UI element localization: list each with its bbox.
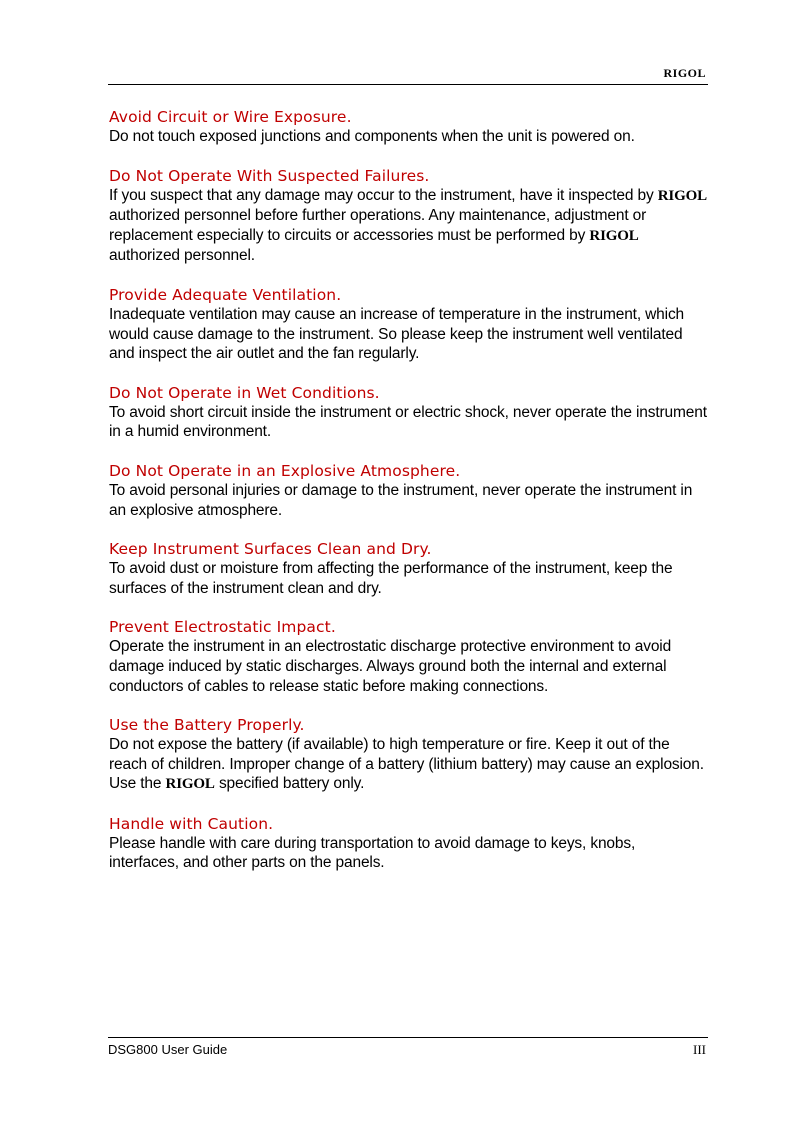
brand-name: RIGOL (663, 66, 706, 80)
section-title: Handle with Caution. (109, 814, 274, 833)
section-title: Do Not Operate in an Explosive Atmosphere. (109, 461, 461, 480)
section-body: Please handle with care during transportation to avoid damage to keys, knobs, interfaces, and other parts on the panels. (109, 834, 636, 872)
section-title: Do Not Operate in Wet Conditions. (109, 383, 380, 402)
document-title: DSG800 User Guide (108, 1042, 228, 1057)
page-header (108, 66, 708, 85)
brand-inline: RIGOL (165, 776, 215, 793)
section-battery (109, 716, 709, 795)
section-body: Do not expose the battery (if available) to high temperature or fire. Keep it out of the reach of children. Improper change of a battery (lithium battery) may cause an explosion. Use the RIGOL specified battery only. (109, 736, 704, 793)
section-title: Do Not Operate With Suspected Failures. (109, 166, 430, 185)
section-title: Provide Adequate Ventilation. (109, 285, 342, 304)
section-body: Do not touch exposed junctions and components when the unit is powered on. (109, 128, 635, 145)
brand-inline: RIGOL (657, 187, 707, 204)
section-body: If you suspect that any damage may occur to the instrument, have it inspected by RIGOL authorized personnel before further operations. Any maintenance, adjustment or replacement especially to circuits or accessories must be performed by RIGOL authorized personnel. (109, 186, 707, 265)
brand-inline: RIGOL (589, 227, 639, 244)
section-title: Prevent Electrostatic Impact. (109, 618, 336, 637)
section-body: To avoid personal injuries or damage to the instrument, never operate the instrument in an explosive atmosphere. (109, 481, 693, 519)
page-footer (108, 1037, 708, 1057)
safety-content (109, 108, 709, 893)
section-clean-dry (109, 540, 709, 598)
page-number: III (693, 1042, 706, 1057)
section-suspected-failures (109, 167, 709, 266)
section-ventilation (109, 286, 709, 364)
section-wet-conditions (109, 384, 709, 442)
section-body: Operate the instrument in an electrostatic discharge protective environment to avoid damage induced by static discharges. Always ground both the internal and external conductors of cables to release static before making connections. (109, 638, 672, 695)
section-explosive-atmosphere (109, 462, 709, 520)
section-circuit-exposure (109, 108, 709, 147)
section-title: Keep Instrument Surfaces Clean and Dry. (109, 540, 432, 559)
section-handle-caution (109, 815, 709, 873)
section-electrostatic (109, 618, 709, 696)
section-body: To avoid dust or moisture from affecting the performance of the instrument, keep the surfaces of the instrument clean and dry. (109, 560, 673, 597)
section-title: Avoid Circuit or Wire Exposure. (109, 108, 352, 126)
section-body: Inadequate ventilation may cause an increase of temperature in the instrument, which would cause damage to the instrument. So please keep the instrument well ventilated and inspect the air outlet and the fan regularly. (109, 305, 685, 363)
section-title: Use the Battery Properly. (109, 716, 305, 735)
section-body: To avoid short circuit inside the instrument or electric shock, never operate the instrument in a humid environment. (109, 403, 707, 441)
